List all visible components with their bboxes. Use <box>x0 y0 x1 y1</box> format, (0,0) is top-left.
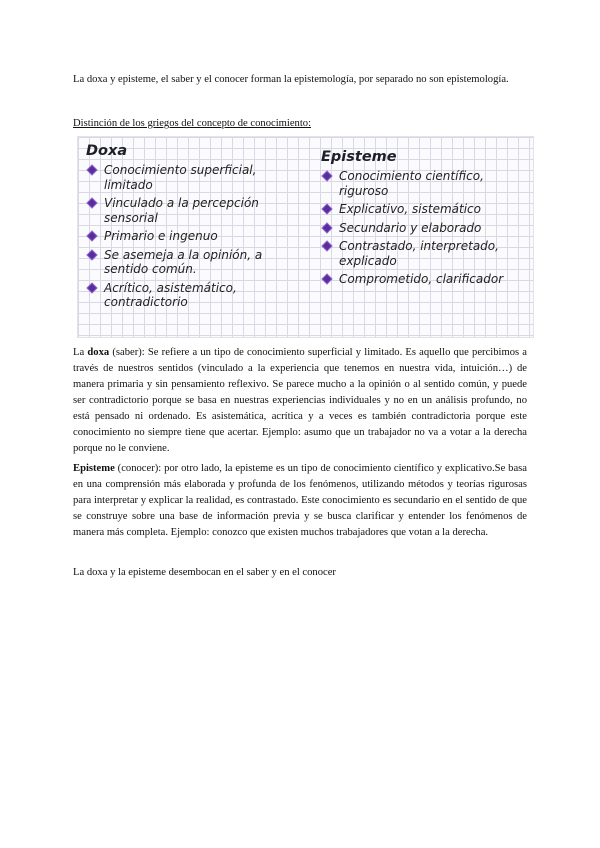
diamond-bullet-icon <box>322 204 332 214</box>
diamond-bullet-icon <box>87 231 97 241</box>
intro-paragraph: La doxa y episteme, el saber y el conocer forman la epistemología, por separado no son epistemología. <box>73 74 509 85</box>
episteme-title: Episteme <box>321 149 397 165</box>
diamond-bullet-icon <box>322 241 332 251</box>
closing-paragraph: La doxa y la episteme desembocan en el saber y en el conocer <box>73 567 336 578</box>
doxa-item: Conocimiento superficial, limitado <box>86 163 301 192</box>
episteme-item: Secundario y elaborado <box>321 221 526 236</box>
episteme-item: Contrastado, interpretado, explicado <box>321 239 526 268</box>
doxa-episteme-figure <box>77 136 534 338</box>
section-heading: Distinción de los griegos del concepto de conocimiento: <box>73 118 312 129</box>
episteme-item: Conocimiento científico, riguroso <box>321 169 526 198</box>
diamond-bullet-icon <box>322 274 332 284</box>
episteme-item: Explicativo, sistemático <box>321 202 526 217</box>
doxa-item: Primario e ingenuo <box>86 229 301 244</box>
doxa-item: Vinculado a la percepción sensorial <box>86 196 301 225</box>
episteme-paragraph: Episteme (conocer): por otro lado, la episteme es un tipo de conocimiento científico y explicativo.Se basa en una comprensión más elaborada y profunda de los fenómenos, utilizando métodos y teorías rigurosas para interpretar y explicar la realidad, es contrastado. Este conocimiento es secundario en el sentido de que se construye sobre una base de información previa y se busca clarificar y entender los fenómenos de manera más completa. Ejemplo: conozco que existen muchos trabajadores que votan a la derecha. <box>73 463 527 538</box>
episteme-item: Comprometido, clarificador <box>321 272 526 287</box>
episteme-column <box>321 149 526 291</box>
diamond-bullet-icon <box>87 283 97 293</box>
episteme-term: Episteme <box>73 463 115 474</box>
doxa-title: Doxa <box>86 143 128 159</box>
doxa-column <box>86 143 301 314</box>
doxa-term: doxa <box>87 347 110 358</box>
diamond-bullet-icon <box>322 171 332 181</box>
diamond-bullet-icon <box>87 165 97 175</box>
doxa-item: Acrítico, asistemático, contradictorio <box>86 281 301 310</box>
doxa-item: Se asemeja a la opinión, a sentido común. <box>86 248 301 277</box>
doxa-paragraph: La doxa (saber): Se refiere a un tipo de conocimiento superficial y limitado. Es aquello que percibimos a través de nuestros sentidos (vinculado a la experiencia que tenemos en nuestra vida, intuición…) de manera primaria y sin pensamiento reflexivo. Se parece mucho a la opinión o al sentido común, y puede ser contradictorio porque se basa en nuestras experiencias individuales y no en un análisis profundo, no está pensado ni ordenado. Es asistemática, acrítica y a veces es también contradictoria porque este conocimiento no siempre tiene que acertar. Ejemplo: asumo que un trabajador no va a votar a la derecha porque no le conviene. <box>73 347 527 454</box>
diamond-bullet-icon <box>87 198 97 208</box>
diamond-bullet-icon <box>322 223 332 233</box>
diamond-bullet-icon <box>87 250 97 260</box>
